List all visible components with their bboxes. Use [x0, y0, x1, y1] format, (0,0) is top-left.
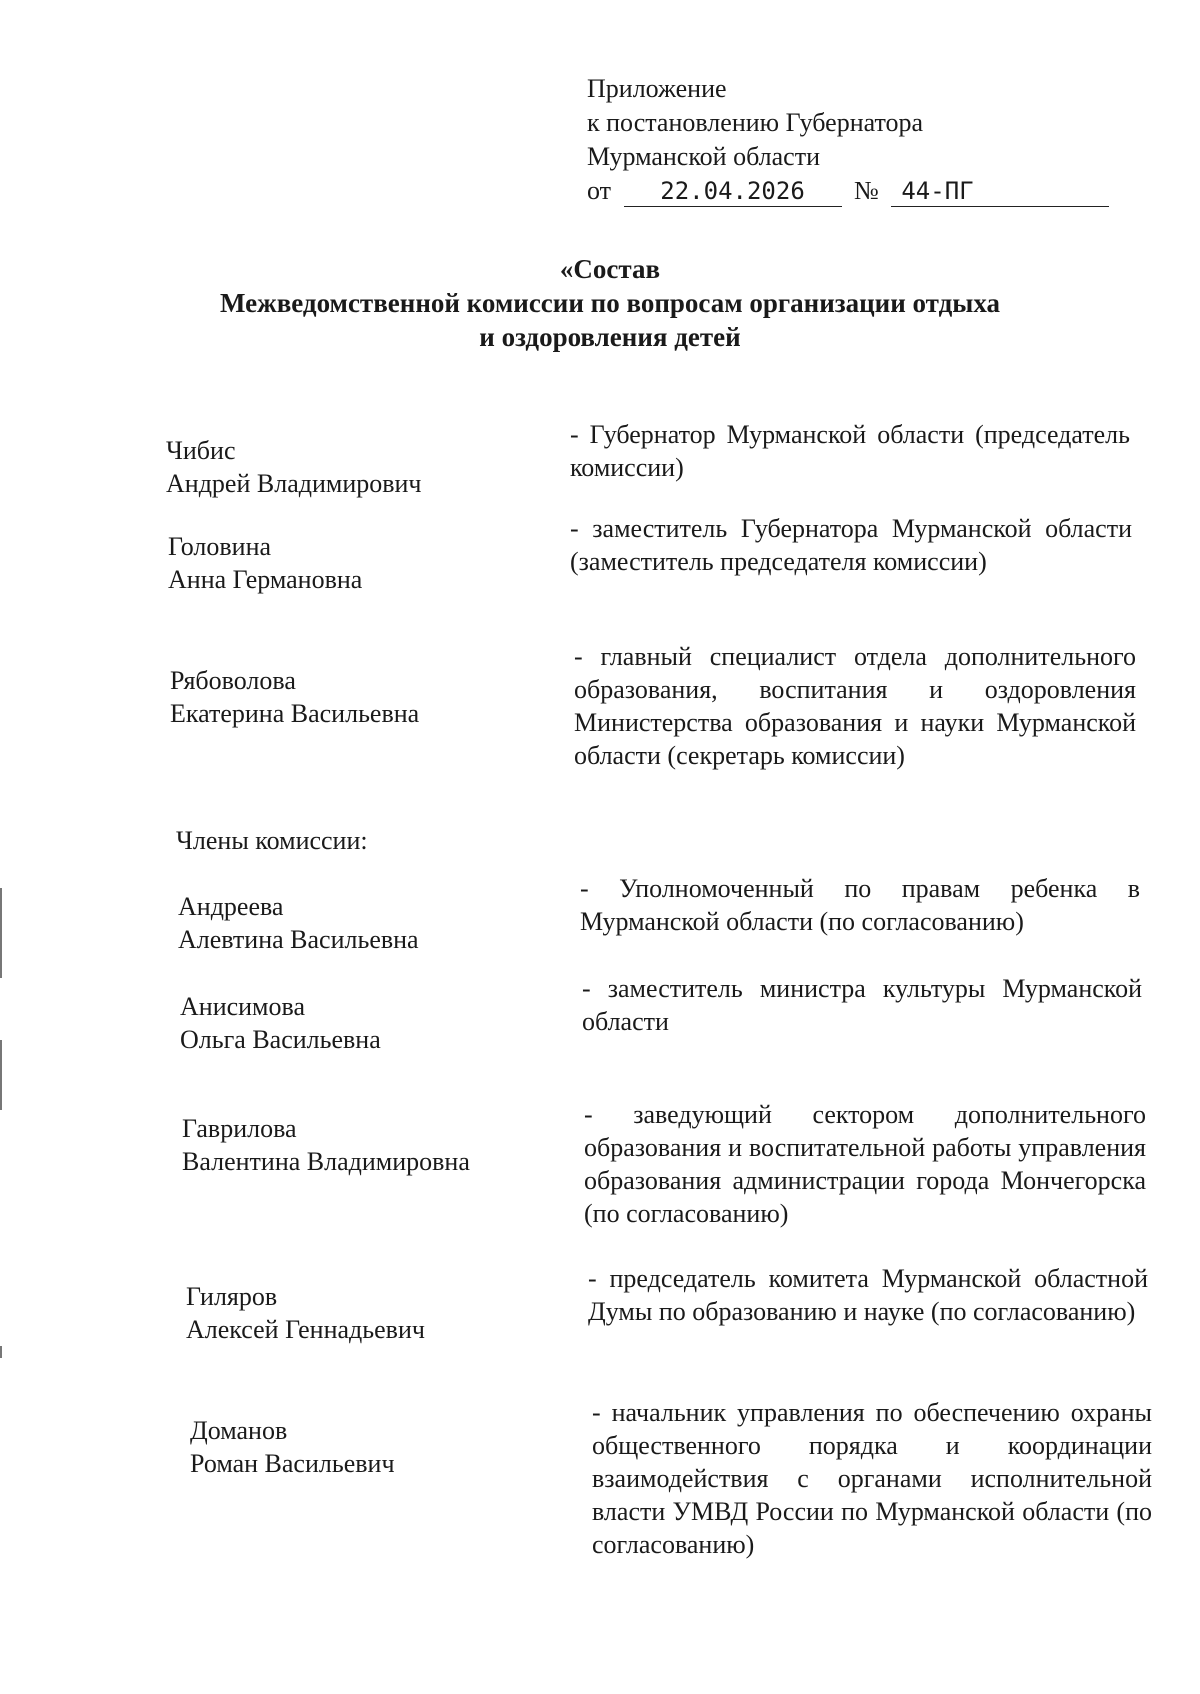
member-given-names: Роман Васильевич: [190, 1449, 395, 1478]
member-role: - главный специалист отдела дополнительного образования, воспитания и оздоровления Министерства образования и науки Мурманской области (секретарь комиссии): [574, 642, 1136, 770]
date-number-line: [587, 174, 1109, 208]
member-surname: Рябоволова: [170, 666, 296, 695]
member-role: - заместитель Губернатора Мурманской области (заместитель председателя комиссии): [570, 514, 1132, 576]
member-surname: Андреева: [178, 892, 284, 921]
title-line-1: «Состав: [559, 254, 661, 284]
decree-number: 44-ПГ: [891, 176, 1109, 207]
member-name: [182, 1112, 470, 1178]
member-role: - начальник управления по обеспечению охраны общественного порядка и координации взаимодействия с органами исполнительной власти УМВД России по Мурманской области (по согласованию): [592, 1398, 1152, 1559]
members-section-label: Члены комиссии:: [176, 826, 368, 855]
member-role: - Уполномоченный по правам ребенка в Мурманской области (по согласованию): [580, 874, 1140, 936]
member-surname: Чибис: [166, 436, 236, 465]
member-given-names: Андрей Владимирович: [166, 469, 422, 498]
appendix-line-1: Приложение: [587, 74, 727, 103]
appendix-line-3: Мурманской области: [587, 142, 820, 171]
member-role: - председатель комитета Мурманской областной Думы по образованию и науке (по согласованию): [588, 1264, 1148, 1326]
scan-artifact: [0, 1040, 2, 1110]
member-name: [170, 664, 419, 730]
title-line-3: и оздоровления детей: [479, 322, 741, 352]
appendix-line-2: к постановлению Губернатора: [587, 108, 924, 137]
decree-date: 22.04.2026: [624, 176, 842, 207]
member-role: - заместитель министра культуры Мурманской области: [582, 974, 1142, 1036]
member-surname: Головина: [168, 532, 272, 561]
member-surname: Гаврилова: [182, 1114, 297, 1143]
member-given-names: Валентина Владимировна: [182, 1147, 470, 1176]
member-given-names: Алевтина Васильевна: [178, 925, 419, 954]
member-given-names: Екатерина Васильевна: [170, 699, 420, 728]
member-name: [166, 434, 422, 500]
member-name: [190, 1414, 395, 1480]
scan-artifact: [0, 888, 2, 978]
member-given-names: Анна Германовна: [168, 565, 363, 594]
member-role: - заведующий сектором дополнительного образования и воспитательной работы управления образования администрации города Мончегорска (по согласованию): [584, 1100, 1146, 1228]
member-surname: Доманов: [190, 1416, 288, 1445]
number-sign: №: [854, 176, 879, 205]
document-title: [160, 252, 1060, 354]
member-given-names: Ольга Васильевна: [180, 1025, 381, 1054]
date-prefix: от: [587, 176, 612, 205]
member-name: [186, 1280, 425, 1346]
member-given-names: Алексей Геннадьевич: [186, 1315, 425, 1344]
appendix-header: [587, 72, 1109, 208]
member-surname: Анисимова: [180, 992, 305, 1021]
member-role: - Губернатор Мурманской области (председатель комиссии): [570, 420, 1130, 482]
member-surname: Гиляров: [186, 1282, 278, 1311]
member-name: [180, 990, 381, 1056]
member-name: [178, 890, 419, 956]
scan-artifact: [0, 1346, 2, 1358]
member-name: [168, 530, 362, 596]
title-line-2: Межведомственной комиссии по вопросам организации отдыха: [220, 288, 1000, 318]
